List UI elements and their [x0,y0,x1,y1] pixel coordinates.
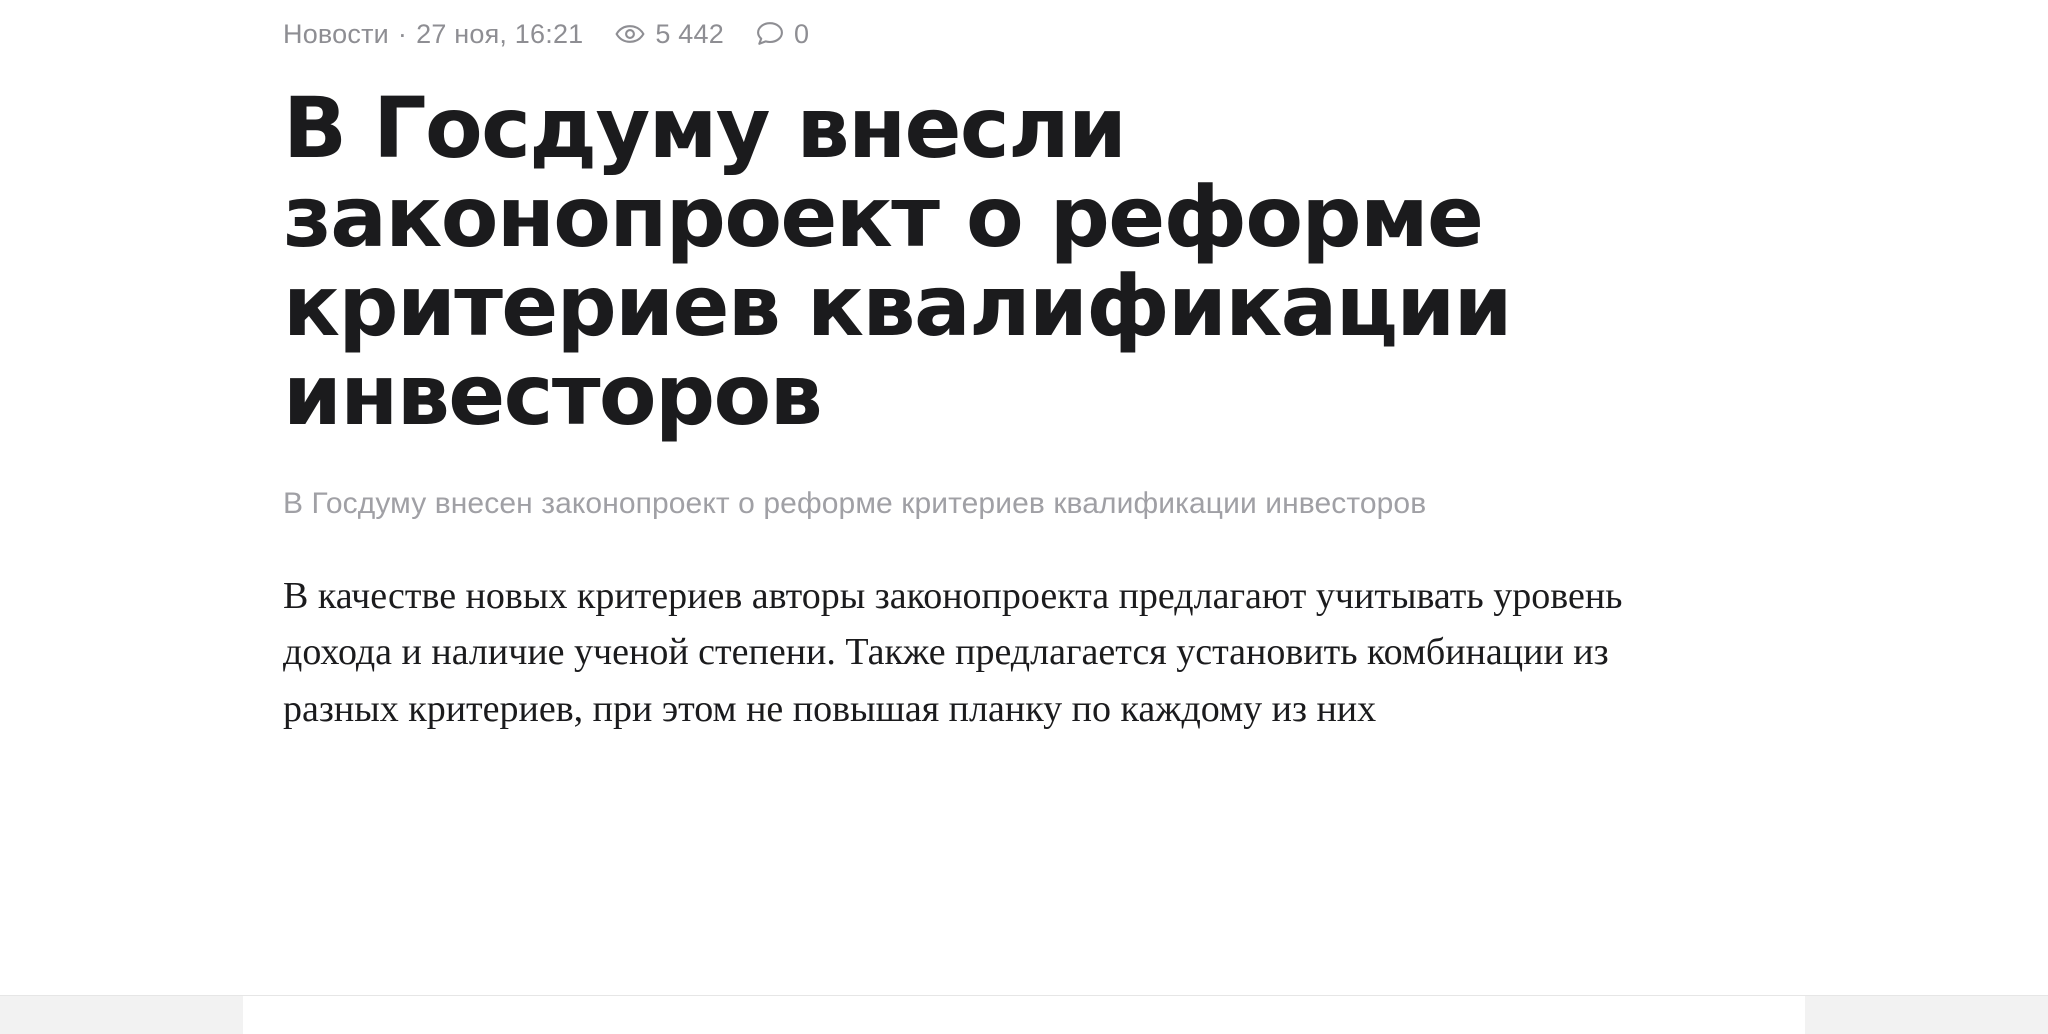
article-lead: В Госдуму внесен законопроект о реформе критериев квалификации инвесторов [283,487,1427,521]
views-counter [615,18,724,49]
article-container [283,0,1683,737]
meta-separator: · [397,18,408,49]
comments-counter[interactable] [756,18,810,49]
eye-icon [615,24,645,44]
page-bottom-content-edge [243,996,1805,1034]
comment-icon [756,21,784,47]
article-date: 27 ноя, 16:21 [416,18,584,49]
article-rubric[interactable]: Новости [283,18,389,49]
page-title: В Госдуму внесли законопроект о реформе критериев квалификации инвесторов [283,79,1511,445]
article-meta [283,0,1683,58]
views-count: 5 442 [655,18,724,49]
article-body-paragraph: В качестве новых критериев авторы законопроекта предлагают учитывать уровень дохода и наличие ученой степени. Также предлагается установить комбинации из разных критериев, при этом не повышая планку по каждому из них [283,574,1623,730]
comments-count: 0 [793,18,810,49]
